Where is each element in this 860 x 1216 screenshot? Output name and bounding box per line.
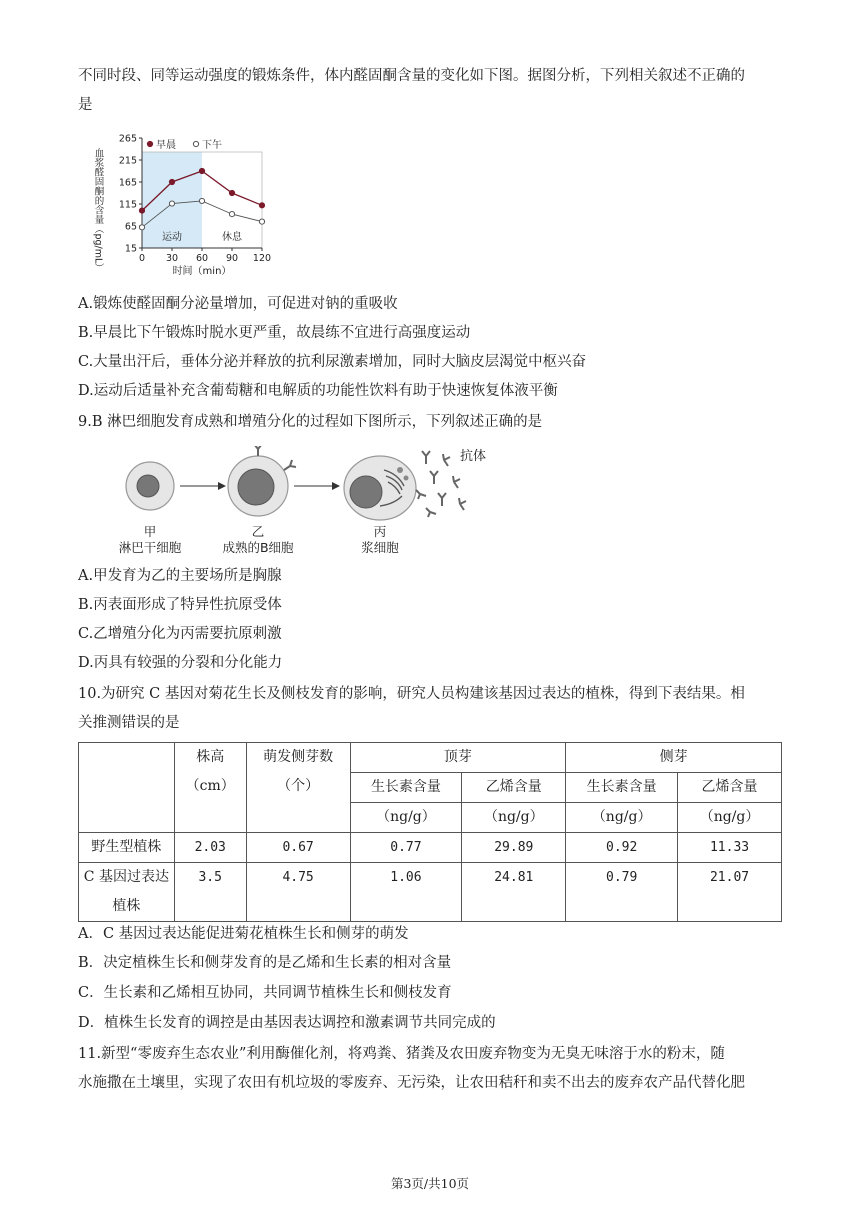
header-unit: （ng/g）	[462, 803, 566, 833]
cell-label-jia: 甲	[143, 524, 157, 539]
antibody-label: 抗体	[460, 449, 487, 464]
cell-value: 0.77	[350, 833, 462, 863]
question-11-stem-line1: 11.新型“零废弃生态农业”利用酶催化剂，将鸡粪、猪粪及农田废弃物变为无臭无味溶于水的粉末，随	[78, 1046, 725, 1062]
option-b: B．决定植株生长和侧芽发育的是乙烯和生长素的相对含量	[78, 955, 452, 971]
legend-marker	[193, 141, 198, 146]
cell-value: 3.5	[174, 863, 246, 922]
cell-value: 4.75	[246, 863, 350, 922]
question-10-stem-line2: 关推测错误的是	[78, 715, 180, 731]
antibody-icons	[416, 451, 466, 517]
question-8-stem	[78, 62, 784, 120]
aldosterone-line-chart	[86, 128, 296, 288]
data-point	[199, 168, 204, 173]
option-a: A.甲发育为乙的主要场所是胸腺	[78, 568, 282, 584]
stem-line: 是	[78, 97, 93, 113]
row-label: C 基因过表达 植株	[79, 863, 175, 922]
cell-value: 0.92	[566, 833, 678, 863]
cell-value: 24.81	[462, 863, 566, 922]
option-c: C.大量出汗后，垂体分泌并释放的抗利尿激素增加，同时大脑皮层渴觉中枢兴奋	[78, 354, 587, 370]
data-point	[229, 212, 234, 217]
option-a: A.锻炼使醛固酮分泌量增加，可促进对钠的重吸收	[78, 296, 398, 312]
cell-label-bing: 丙	[373, 524, 387, 539]
cell-desc-yi: 成熟的B细胞	[222, 540, 294, 555]
header-side-bud: 侧芽	[566, 743, 782, 773]
results-table	[78, 742, 782, 922]
mature-b-cell-illustration	[228, 446, 296, 516]
header-unit: （ng/g）	[678, 803, 782, 833]
data-point	[259, 203, 264, 208]
page-footer: 第3页/共10页	[390, 1176, 470, 1191]
header-buds: 萌发侧芽数 （个）	[246, 743, 350, 833]
question-10-stem-line1: 10.为研究 C 基因对菊花生长及侧枝发育的影响，研究人员构建该基因过表达的植株，得到下表结果。相	[78, 686, 745, 702]
y-tick-label: 115	[118, 199, 137, 211]
plasma-cell-illustration	[344, 456, 416, 520]
cell-desc-jia: 淋巴干细胞	[118, 540, 182, 555]
data-point	[169, 179, 174, 184]
legend-marker	[147, 141, 152, 146]
x-axis-label: 时间（min）	[172, 266, 232, 277]
y-tick-label: 65	[124, 221, 137, 233]
cell-value: 0.67	[246, 833, 350, 863]
x-tick-label: 120	[252, 253, 272, 264]
cell-value: 21.07	[678, 863, 782, 922]
header-top-bud: 顶芽	[350, 743, 566, 773]
y-tick-label: 215	[118, 155, 137, 167]
header-ethylene: 乙烯含量	[462, 773, 566, 803]
cell-value: 1.06	[350, 863, 462, 922]
data-point	[259, 219, 264, 224]
cell-value: 0.79	[566, 863, 678, 922]
x-tick-label: 30	[165, 253, 179, 264]
data-point	[229, 190, 234, 195]
cell-desc-bing: 浆细胞	[361, 540, 399, 555]
x-tick-label: 60	[195, 253, 209, 264]
region-label: 运动	[162, 232, 182, 243]
arrow-icon	[180, 482, 226, 490]
header-auxin: 生长素含量	[566, 773, 678, 803]
x-tick-label: 90	[225, 253, 239, 264]
question-9-stem: 9.B 淋巴细胞发育成熟和增殖分化的过程如下图所示，下列叙述正确的是	[78, 414, 543, 430]
option-a: A．C 基因过表达能促进菊花植株生长和侧芽的萌发	[78, 926, 409, 942]
table-row	[79, 863, 782, 922]
header-auxin: 生长素含量	[350, 773, 462, 803]
header-ethylene: 乙烯含量	[678, 773, 782, 803]
question-11-stem-line2: 水施撒在土壤里，实现了农田有机垃圾的零废弃、无污染，让农田秸秆和卖不出去的废弃农产品代替化肥	[78, 1075, 745, 1091]
legend-label: 早晨	[156, 140, 176, 151]
legend-label: 下午	[202, 140, 222, 151]
data-point	[139, 225, 144, 230]
option-d: D．植株生长发育的调控是由基因表达调控和激素调节共同完成的	[78, 1015, 496, 1031]
data-point	[199, 198, 204, 203]
header-height: 株高 （cm）	[174, 743, 246, 833]
y-tick-label: 165	[118, 177, 137, 189]
x-tick-label: 0	[138, 253, 146, 264]
header-unit: （ng/g）	[566, 803, 678, 833]
option-d: D.丙具有较强的分裂和分化能力	[78, 655, 283, 671]
cell-value: 2.03	[174, 833, 246, 863]
data-point	[169, 201, 174, 206]
option-d: D.运动后适量补充含葡萄糖和电解质的功能性饮料有助于快速恢复体液平衡	[78, 383, 558, 399]
cell-value: 11.33	[678, 833, 782, 863]
region-label: 休息	[222, 232, 242, 243]
data-point	[139, 208, 144, 213]
option-c: C．生长素和乙烯相互协同，共同调节植株生长和侧枝发育	[78, 985, 452, 1001]
y-tick-label: 265	[118, 133, 137, 145]
cell-label-yi: 乙	[251, 524, 265, 539]
y-axis-label: 血浆醛固酮的含量（pg/mL）	[92, 148, 104, 273]
y-tick-label: 15	[124, 243, 137, 255]
stem-cell-illustration	[126, 462, 174, 510]
header-unit: （ng/g）	[350, 803, 462, 833]
option-c: C.乙增殖分化为丙需要抗原刺激	[78, 626, 282, 642]
table-row	[79, 833, 782, 863]
stem-line: 不同时段、同等运动强度的锻炼条件，体内醛固酮含量的变化如下图。据图分析，下列相关叙述不正确的	[78, 68, 745, 84]
b-cell-figure	[108, 446, 528, 558]
option-b: B.丙表面形成了特异性抗原受体	[78, 597, 282, 613]
row-label: 野生型植株	[79, 833, 175, 863]
cell-value: 29.89	[462, 833, 566, 863]
table-corner-cell	[79, 743, 175, 833]
option-b: B.早晨比下午锻炼时脱水更严重，故晨练不宜进行高强度运动	[78, 325, 471, 341]
arrow-icon	[294, 482, 340, 490]
